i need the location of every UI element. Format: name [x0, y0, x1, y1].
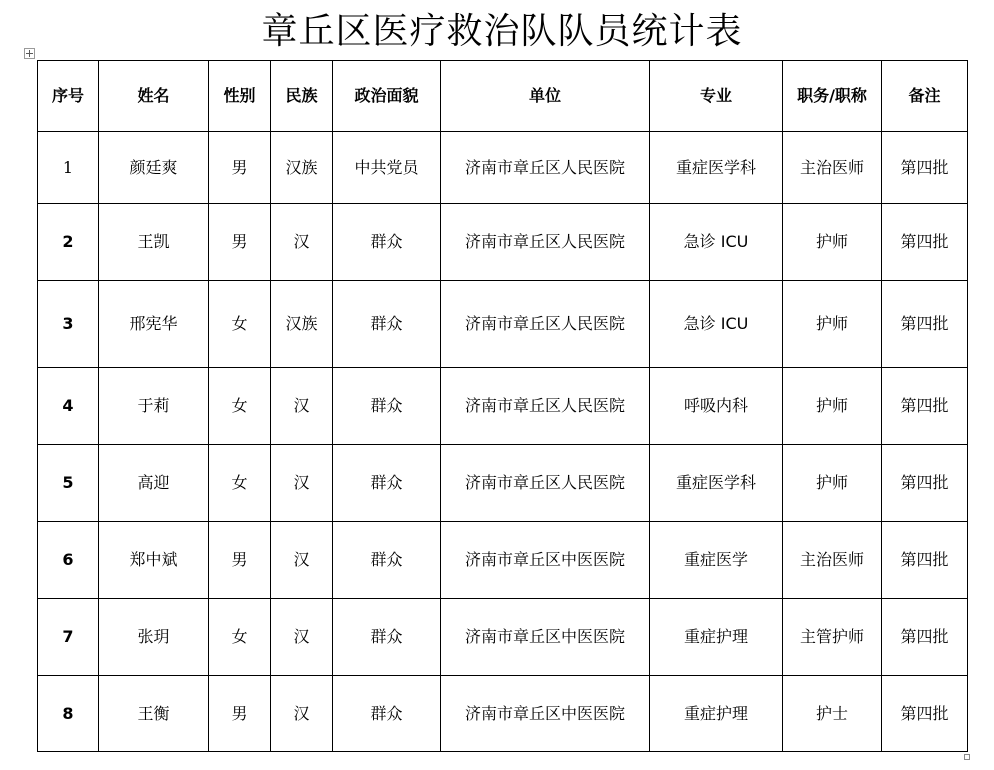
cell-gender: 女 — [209, 445, 271, 522]
table-row — [38, 599, 968, 676]
cell-ethnicity: 汉 — [271, 522, 333, 599]
cell-ethnicity: 汉 — [271, 204, 333, 281]
cell-title: 主治医师 — [783, 522, 882, 599]
cell-political-status: 群众 — [333, 204, 441, 281]
cell-gender: 男 — [209, 676, 271, 752]
page-title: 章丘区医疗救治队队员统计表 — [261, 11, 743, 52]
table-resize-handle-icon[interactable] — [964, 754, 970, 760]
cell-specialty: 急诊 ICU — [650, 281, 783, 368]
cell-index: 7 — [38, 599, 99, 676]
cell-name: 高迎 — [99, 445, 209, 522]
roster-table — [37, 60, 968, 752]
table-row — [38, 368, 968, 445]
cell-unit: 济南市章丘区人民医院 — [441, 132, 650, 204]
cell-title: 主管护师 — [783, 599, 882, 676]
cell-remarks: 第四批 — [882, 281, 968, 368]
header-gender: 性别 — [209, 61, 271, 132]
cell-unit: 济南市章丘区中医医院 — [441, 676, 650, 752]
header-title: 职务/职称 — [783, 61, 882, 132]
cell-index: 6 — [38, 522, 99, 599]
table-row — [38, 204, 968, 281]
table-row — [38, 522, 968, 599]
cell-remarks: 第四批 — [882, 368, 968, 445]
cell-name: 王衡 — [99, 676, 209, 752]
cell-unit: 济南市章丘区中医医院 — [441, 522, 650, 599]
header-index: 序号 — [38, 61, 99, 132]
cell-name: 王凯 — [99, 204, 209, 281]
header-unit: 单位 — [441, 61, 650, 132]
cell-ethnicity: 汉 — [271, 599, 333, 676]
cell-gender: 女 — [209, 368, 271, 445]
cell-specialty: 重症医学科 — [650, 445, 783, 522]
cell-gender: 女 — [209, 599, 271, 676]
table-header-row — [38, 61, 968, 132]
cell-index: 2 — [38, 204, 99, 281]
table-row — [38, 132, 968, 204]
table-row — [38, 445, 968, 522]
cell-remarks: 第四批 — [882, 676, 968, 752]
cell-political-status: 中共党员 — [333, 132, 441, 204]
cell-title: 护师 — [783, 445, 882, 522]
header-specialty: 专业 — [650, 61, 783, 132]
cell-unit: 济南市章丘区中医医院 — [441, 599, 650, 676]
cell-remarks: 第四批 — [882, 132, 968, 204]
cell-gender: 男 — [209, 522, 271, 599]
cell-gender: 男 — [209, 204, 271, 281]
cell-ethnicity: 汉 — [271, 445, 333, 522]
cell-unit: 济南市章丘区人民医院 — [441, 445, 650, 522]
cell-ethnicity: 汉 — [271, 676, 333, 752]
cell-title: 护师 — [783, 204, 882, 281]
cell-ethnicity: 汉族 — [271, 132, 333, 204]
cell-specialty: 重症医学 — [650, 522, 783, 599]
cell-title: 护师 — [783, 281, 882, 368]
header-remarks: 备注 — [882, 61, 968, 132]
cell-remarks: 第四批 — [882, 204, 968, 281]
cell-index: 8 — [38, 676, 99, 752]
cell-title: 主治医师 — [783, 132, 882, 204]
cell-ethnicity: 汉 — [271, 368, 333, 445]
header-political-status: 政治面貌 — [333, 61, 441, 132]
cell-index: 4 — [38, 368, 99, 445]
cell-unit: 济南市章丘区人民医院 — [441, 281, 650, 368]
header-ethnicity: 民族 — [271, 61, 333, 132]
cell-gender: 女 — [209, 281, 271, 368]
cell-political-status: 群众 — [333, 281, 441, 368]
cell-remarks: 第四批 — [882, 522, 968, 599]
cell-name: 颜廷爽 — [99, 132, 209, 204]
header-name: 姓名 — [99, 61, 209, 132]
cell-name: 张玥 — [99, 599, 209, 676]
cell-political-status: 群众 — [333, 599, 441, 676]
cell-title: 护师 — [783, 368, 882, 445]
cell-index: 1 — [38, 132, 99, 204]
cell-remarks: 第四批 — [882, 445, 968, 522]
cell-index: 5 — [38, 445, 99, 522]
cell-unit: 济南市章丘区人民医院 — [441, 204, 650, 281]
cell-political-status: 群众 — [333, 368, 441, 445]
cell-political-status: 群众 — [333, 676, 441, 752]
table-move-handle-icon[interactable] — [24, 48, 35, 59]
cell-title: 护士 — [783, 676, 882, 752]
cell-ethnicity: 汉族 — [271, 281, 333, 368]
cell-specialty: 重症医学科 — [650, 132, 783, 204]
cell-name: 郑中斌 — [99, 522, 209, 599]
cell-specialty: 重症护理 — [650, 676, 783, 752]
cell-gender: 男 — [209, 132, 271, 204]
cell-specialty: 急诊 ICU — [650, 204, 783, 281]
cell-unit: 济南市章丘区人民医院 — [441, 368, 650, 445]
cell-political-status: 群众 — [333, 445, 441, 522]
table-row — [38, 281, 968, 368]
cell-name: 于莉 — [99, 368, 209, 445]
cell-specialty: 重症护理 — [650, 599, 783, 676]
cell-index: 3 — [38, 281, 99, 368]
cell-name: 邢宪华 — [99, 281, 209, 368]
table-row — [38, 676, 968, 752]
cell-specialty: 呼吸内科 — [650, 368, 783, 445]
cell-political-status: 群众 — [333, 522, 441, 599]
cell-remarks: 第四批 — [882, 599, 968, 676]
